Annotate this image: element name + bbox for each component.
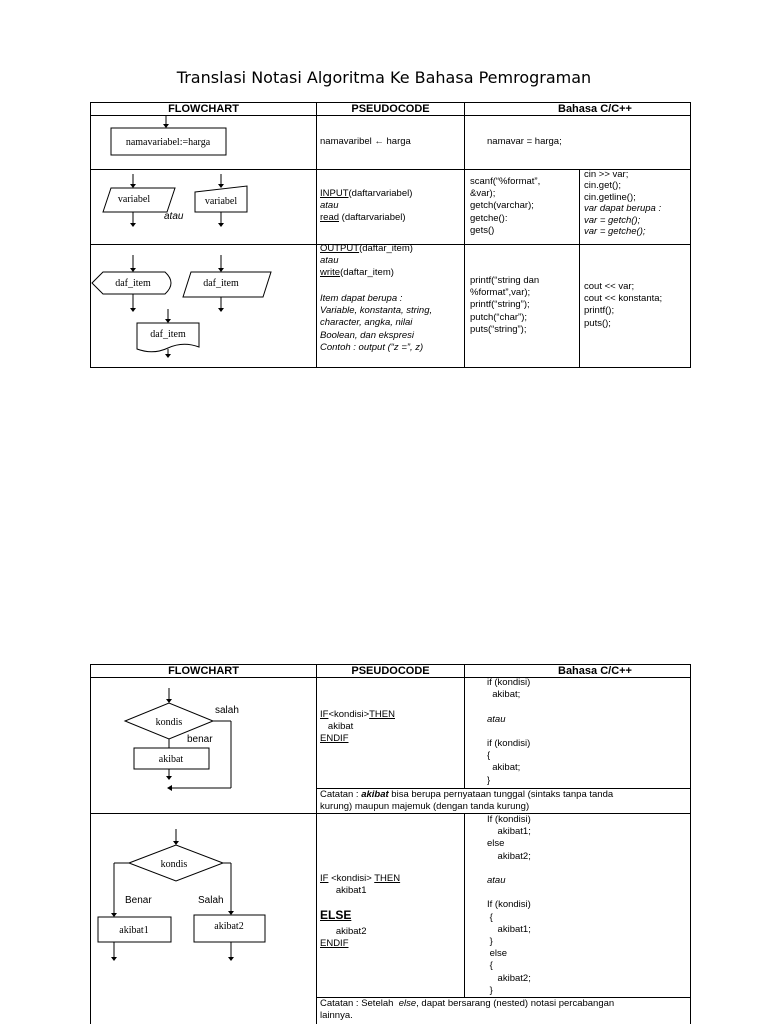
header-pseudocode-2: PSEUDOCODE	[351, 665, 430, 677]
if-else-code: If (kondisi) akibat1; else akibat2; atau If (kondisi) { akibat1; } else { akibat2; }	[487, 814, 531, 996]
input-atau-label: atau	[164, 211, 184, 222]
assignment-flowchart	[91, 116, 316, 169]
header-flowchart: FLOWCHART	[168, 103, 239, 115]
header-pseudocode: PSEUDOCODE	[351, 103, 430, 115]
manual-input-label: variabel	[204, 196, 238, 207]
if-else-salah-label: Salah	[198, 895, 224, 906]
assignment-pseudo: namavaribel ← harga	[320, 136, 411, 147]
if-else-note: Catatan : Setelah else, dapat bersarang (nested) notasi percabangan lainnya.	[320, 998, 615, 1022]
if-else-benar-label: Benar	[125, 895, 152, 906]
output-flowchart	[91, 245, 316, 367]
assignment-code: namavar = harga;	[487, 136, 562, 147]
if-flowchart	[91, 678, 316, 813]
output-c-code: printf(“string dan %format”,var); printf(“string”); putch(“char”); puts(“string”);	[470, 275, 540, 335]
input-flowchart	[91, 170, 316, 244]
output-parallelogram-label: daf_item	[203, 278, 239, 289]
if-else-pseudo: IF <kondisi> THEN akibat1	[320, 873, 401, 897]
display-shape-label: daf_item	[115, 278, 151, 289]
if-akibat-box-label: akibat	[158, 754, 184, 765]
if-else-flowchart	[91, 814, 316, 1024]
if-else-pseudo-else: ELSE	[320, 908, 352, 922]
header-bahasa: Bahasa C/C++	[558, 103, 632, 115]
input-c-code: scanf(“%format”, &var); getch(varchar); getche(): gets()	[470, 176, 541, 236]
if-decision-label: kondis	[155, 717, 183, 728]
header-bahasa-2: Bahasa C/C++	[558, 665, 632, 677]
if-else-pseudo-tail: akibat2 ENDIF	[320, 926, 367, 950]
if-code: if (kondisi) akibat; atau if (kondisi) { akibat; }	[487, 677, 531, 786]
assignment-box-label: namavariabel:=harga	[125, 137, 211, 148]
output-pseudo: OUTPUT(daftar_item) atau write(daftar_item)	[320, 243, 413, 279]
input-pseudo: INPUT(daftarvariabel) atau read (daftarvariabel)	[320, 188, 413, 224]
document-shape-label: daf_item	[150, 329, 186, 340]
output-cpp-code: cout << var; cout << konstanta; printf(); puts();	[584, 281, 663, 329]
if-pseudo: IF<kondisi>THEN akibat ENDIF	[320, 709, 395, 745]
input-parallelogram-label: variabel	[117, 194, 151, 205]
if-else-akibat1-label: akibat1	[119, 925, 149, 936]
if-note: Catatan : akibat bisa berupa pernyataan tunggal (sintaks tanpa tanda kurung) maupun majemuk (dengan tanda kurung)	[320, 789, 614, 813]
if-salah-label: salah	[215, 705, 239, 716]
if-else-decision-label: kondis	[160, 859, 188, 870]
input-cpp-code: cin >> var; cin.get(); cin.getline(); var dapat berupa : var = getch(); var = getche();	[584, 169, 662, 238]
output-pseudo-note: Item dapat berupa : Variable, konstanta, string, character, angka, nilai Boolean, dan ekspresi Contoh : output (“z =”, z)	[320, 293, 433, 353]
if-else-akibat2-label: akibat2	[214, 921, 244, 932]
page-title: Translasi Notasi Algoritma Ke Bahasa Pemrograman	[176, 68, 592, 87]
header-flowchart-2: FLOWCHART	[168, 665, 239, 677]
if-benar-label: benar	[187, 734, 213, 745]
